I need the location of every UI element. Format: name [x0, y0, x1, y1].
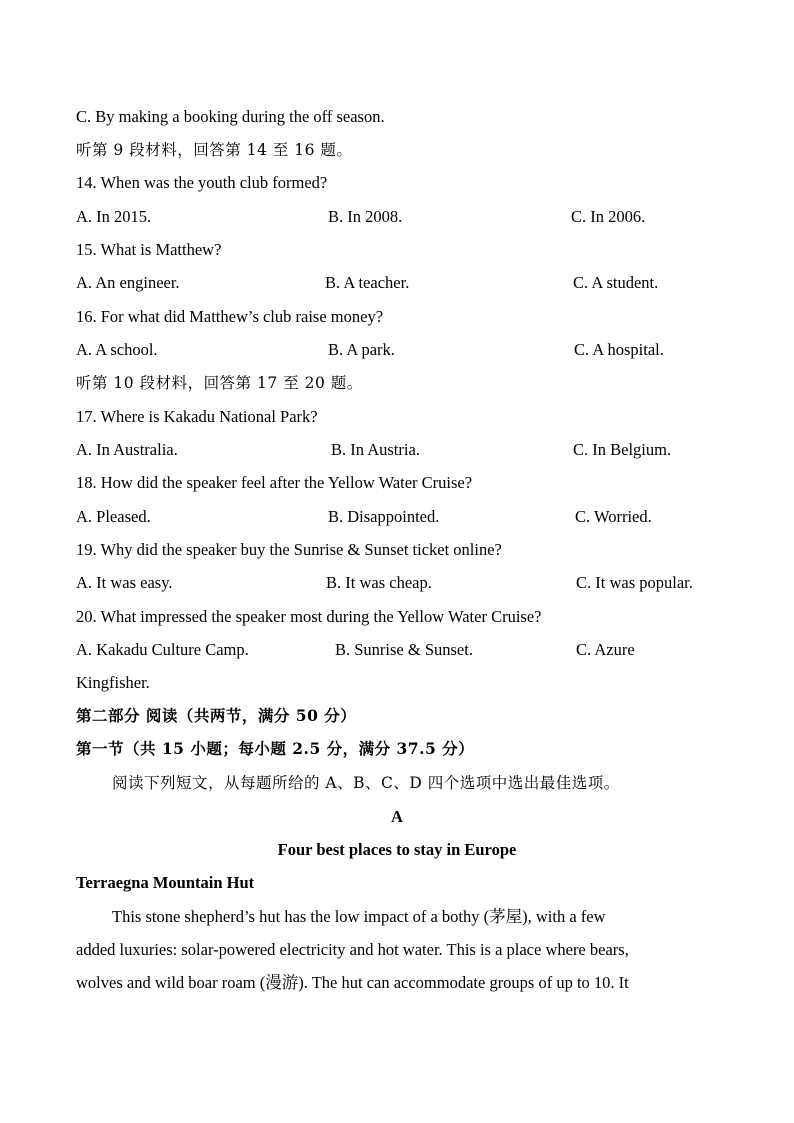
q18-option-b: B. Disappointed. — [328, 507, 440, 526]
question-15: 15. What is Matthew? — [76, 240, 222, 259]
section-1-heading: 第一节（共 15 小题；每小题 2.5 分，满分 37.5 分） — [76, 739, 475, 758]
q18-option-c: C. Worried. — [575, 507, 652, 526]
passage-subheading: Terraegna Mountain Hut — [76, 873, 255, 892]
q14-option-b: B. In 2008. — [328, 207, 403, 226]
paragraph-line-3: wolves and wild boar roam (漫游). The hut can accommodate groups of up to 10. It — [76, 973, 629, 992]
q20-option-c-continued: Kingfisher. — [76, 673, 150, 692]
paragraph-line-2: added luxuries: solar-powered electricity and hot water. This is a place where bears, — [76, 940, 629, 959]
section-instruction-10: 听第 10 段材料，回答第 17 至 20 题。 — [76, 374, 363, 392]
q19-option-c: C. It was popular. — [576, 573, 693, 592]
question-19: 19. Why did the speaker buy the Sunrise & Sunset ticket online? — [76, 540, 502, 559]
q17-option-a: A. In Australia. — [76, 440, 178, 459]
paragraph-line-1: This stone shepherd’s hut has the low impact of a bothy (茅屋), with a few — [112, 907, 606, 926]
section-instruction-9: 听第 9 段材料，回答第 14 至 16 题。 — [76, 141, 353, 159]
q15-option-c: C. A student. — [573, 273, 659, 292]
question-18: 18. How did the speaker feel after the Yellow Water Cruise? — [76, 473, 473, 492]
q19-option-b: B. It was cheap. — [326, 573, 432, 592]
q18-option-a: A. Pleased. — [76, 507, 151, 526]
q16-option-b: B. A park. — [328, 340, 395, 359]
part-2-heading: 第二部分 阅读（共两节，满分 50 分） — [76, 706, 357, 725]
reading-instruction: 阅读下列短文，从每题所给的 A、B、C、D 四个选项中选出最佳选项。 — [112, 774, 620, 792]
q16-option-c: C. A hospital. — [574, 340, 664, 359]
q14-option-a: A. In 2015. — [76, 207, 152, 226]
q20-option-c: C. Azure — [576, 640, 635, 659]
q16-option-a: A. A school. — [76, 340, 158, 359]
q20-option-a: A. Kakadu Culture Camp. — [76, 640, 249, 659]
q20-option-b: B. Sunrise & Sunset. — [335, 640, 473, 659]
q13-option-c: C. By making a booking during the off season. — [76, 107, 385, 126]
question-16: 16. For what did Matthew’s club raise money? — [76, 307, 384, 326]
q17-option-b: B. In Austria. — [331, 440, 420, 459]
q17-option-c: C. In Belgium. — [573, 440, 672, 459]
q15-option-a: A. An engineer. — [76, 273, 180, 292]
passage-letter: A — [391, 807, 403, 826]
question-17: 17. Where is Kakadu National Park? — [76, 407, 318, 426]
q15-option-b: B. A teacher. — [325, 273, 410, 292]
question-20: 20. What impressed the speaker most during the Yellow Water Cruise? — [76, 607, 542, 626]
passage-title: Four best places to stay in Europe — [277, 840, 517, 859]
q14-option-c: C. In 2006. — [571, 207, 646, 226]
question-14: 14. When was the youth club formed? — [76, 173, 328, 192]
q19-option-a: A. It was easy. — [76, 573, 173, 592]
